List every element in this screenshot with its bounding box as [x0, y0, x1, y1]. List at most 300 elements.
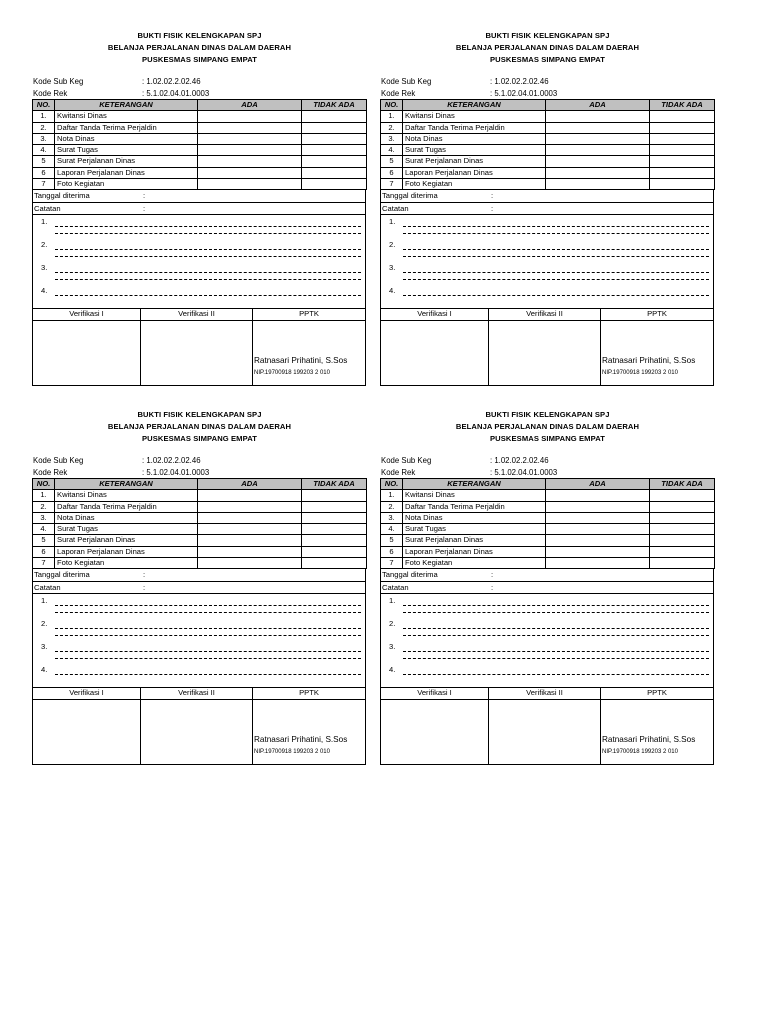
- row-desc: Daftar Tanda Terima Perjaldin: [55, 501, 198, 512]
- checklist-table: [380, 99, 715, 190]
- spj-form: [32, 409, 367, 765]
- header-subtitle: BELANJA PERJALANAN DINAS DALAM DAERAH: [107, 43, 292, 52]
- pptk-label: PPTK: [601, 688, 713, 700]
- tidak-ada-cell[interactable]: [302, 546, 367, 557]
- note-number: 2.: [389, 240, 396, 250]
- ada-cell[interactable]: [546, 179, 650, 190]
- dotted-line: [403, 658, 709, 659]
- table-row: [33, 512, 367, 523]
- table-row: [381, 111, 715, 122]
- header-org: PUSKESMAS SIMPANG EMPAT: [142, 434, 257, 443]
- table-row: [33, 145, 367, 156]
- field-colon: :: [491, 191, 494, 201]
- checklist-table: [380, 478, 715, 569]
- form-header: [32, 409, 367, 445]
- code-value: : 5.1.02.04.01.0003: [490, 467, 558, 477]
- row-no: 4.: [381, 145, 403, 156]
- row-desc: Surat Tugas: [403, 524, 546, 535]
- table-row: [381, 145, 715, 156]
- ada-cell[interactable]: [198, 490, 302, 501]
- col-no: NO.: [33, 479, 55, 490]
- note-number: 2.: [41, 240, 48, 250]
- row-desc: Surat Perjalanan Dinas: [55, 535, 198, 546]
- header-title: BUKTI FISIK KELENGKAPAN SPJ: [137, 31, 262, 40]
- row-no: 7: [33, 558, 55, 569]
- row-no: 7: [33, 179, 55, 190]
- row-no: 4.: [33, 524, 55, 535]
- signer-nip: NIP.19700918 199203 2 010: [254, 749, 330, 756]
- tidak-ada-cell[interactable]: [302, 156, 367, 167]
- tanggal-diterima-field[interactable]: [381, 569, 713, 582]
- note-number: 1.: [389, 596, 396, 606]
- ada-cell[interactable]: [198, 145, 302, 156]
- dotted-line: [55, 295, 361, 296]
- table-row: [33, 558, 367, 569]
- table-row: [381, 490, 715, 501]
- col-ada: ADA: [198, 100, 302, 111]
- row-desc: Surat Tugas: [403, 145, 546, 156]
- ada-cell[interactable]: [546, 133, 650, 144]
- dotted-line: [403, 635, 709, 636]
- code-label: Kode Rek: [33, 467, 68, 477]
- field-label: Catatan: [34, 203, 61, 213]
- table-row: [381, 501, 715, 512]
- table-row: [381, 156, 715, 167]
- dotted-line: [55, 674, 361, 675]
- code-label: Kode Sub Keg: [381, 456, 432, 465]
- header-subtitle: BELANJA PERJALANAN DINAS DALAM DAERAH: [107, 422, 292, 431]
- form-body: [32, 569, 366, 765]
- table-row: [381, 133, 715, 144]
- row-desc: Surat Perjalanan Dinas: [403, 156, 546, 167]
- notes-area[interactable]: [33, 594, 365, 688]
- catatan-field[interactable]: [33, 203, 365, 216]
- row-no: 2.: [33, 122, 55, 133]
- verifikasi-2-box[interactable]: [141, 309, 253, 385]
- row-desc: Nota Dinas: [403, 512, 546, 523]
- row-no: 5: [381, 156, 403, 167]
- verifikasi-1-label: Verifikasi I: [381, 688, 488, 700]
- spj-form: [32, 30, 367, 386]
- tidak-ada-cell[interactable]: [302, 524, 367, 535]
- ada-cell[interactable]: [546, 156, 650, 167]
- row-no: 6: [381, 546, 403, 557]
- row-desc: Foto Kegiatan: [403, 558, 546, 569]
- ada-cell[interactable]: [198, 558, 302, 569]
- row-no: 3.: [33, 512, 55, 523]
- tidak-ada-cell[interactable]: [650, 546, 715, 557]
- signer-nip: NIP.19700918 199203 2 010: [602, 370, 678, 377]
- field-colon: :: [491, 203, 494, 213]
- table-row: [33, 501, 367, 512]
- ada-cell[interactable]: [198, 179, 302, 190]
- dotted-line: [403, 605, 709, 606]
- form-header: [380, 30, 715, 66]
- field-colon: :: [143, 203, 146, 213]
- dotted-line: [55, 635, 361, 636]
- tidak-ada-cell[interactable]: [302, 122, 367, 133]
- verifikasi-2-label: Verifikasi II: [141, 309, 252, 321]
- col-no: NO.: [33, 100, 55, 111]
- code-value: : 1.02.02.2.02.46: [142, 77, 201, 86]
- field-label: Catatan: [34, 582, 61, 592]
- row-no: 1.: [33, 490, 55, 501]
- ada-cell[interactable]: [546, 512, 650, 523]
- field-colon: :: [143, 570, 146, 580]
- ada-cell[interactable]: [198, 501, 302, 512]
- row-desc: Surat Perjalanan Dinas: [403, 535, 546, 546]
- table-row: [33, 179, 367, 190]
- verifikasi-2-box[interactable]: [141, 688, 253, 764]
- row-no: 3.: [381, 133, 403, 144]
- table-row: [381, 546, 715, 557]
- dotted-line: [55, 628, 361, 629]
- row-desc: Foto Kegiatan: [55, 558, 198, 569]
- row-desc: Foto Kegiatan: [55, 179, 198, 190]
- row-no: 1.: [33, 111, 55, 122]
- tidak-ada-cell[interactable]: [650, 156, 715, 167]
- col-tidak-ada: TIDAK ADA: [650, 100, 715, 111]
- row-no: 3.: [381, 512, 403, 523]
- table-row: [33, 111, 367, 122]
- tidak-ada-cell[interactable]: [650, 558, 715, 569]
- field-label: Tanggal diterima: [34, 570, 90, 580]
- row-desc: Daftar Tanda Terima Perjaldin: [403, 501, 546, 512]
- row-no: 3.: [33, 133, 55, 144]
- signature-block: [33, 309, 365, 385]
- row-no: 1.: [381, 111, 403, 122]
- row-no: 5: [381, 535, 403, 546]
- ada-cell[interactable]: [546, 524, 650, 535]
- notes-area[interactable]: [381, 594, 713, 688]
- col-no: NO.: [381, 479, 403, 490]
- table-header: [381, 479, 715, 490]
- pptk-label: PPTK: [601, 309, 713, 321]
- pptk-box[interactable]: [253, 309, 365, 385]
- verifikasi-1-label: Verifikasi I: [33, 309, 140, 321]
- row-no: 5: [33, 156, 55, 167]
- table-header: [381, 100, 715, 111]
- field-label: Tanggal diterima: [382, 191, 438, 201]
- row-no: 5: [33, 535, 55, 546]
- table-row: [33, 156, 367, 167]
- note-number: 3.: [41, 642, 48, 652]
- ada-cell[interactable]: [198, 167, 302, 178]
- field-label: Catatan: [382, 203, 409, 213]
- verifikasi-1-box[interactable]: [381, 688, 489, 764]
- verifikasi-1-label: Verifikasi I: [33, 688, 140, 700]
- row-no: 4.: [33, 145, 55, 156]
- row-no: 2.: [381, 122, 403, 133]
- signature-block: [381, 688, 713, 764]
- table-row: [33, 524, 367, 535]
- tidak-ada-cell[interactable]: [650, 535, 715, 546]
- pptk-box[interactable]: [253, 688, 365, 764]
- tidak-ada-cell[interactable]: [650, 179, 715, 190]
- signer-name: Ratnasari Prihatini, S.Sos: [254, 356, 348, 366]
- row-desc: Laporan Perjalanan Dinas: [55, 167, 198, 178]
- table-row: [33, 490, 367, 501]
- dotted-line: [403, 279, 709, 280]
- ada-cell[interactable]: [546, 546, 650, 557]
- dotted-line: [55, 279, 361, 280]
- tidak-ada-cell[interactable]: [302, 145, 367, 156]
- catatan-field[interactable]: [381, 203, 713, 216]
- dotted-line: [55, 605, 361, 606]
- note-number: 3.: [389, 263, 396, 273]
- code-block: [32, 455, 367, 478]
- header-title: BUKTI FISIK KELENGKAPAN SPJ: [485, 31, 610, 40]
- field-colon: :: [491, 570, 494, 580]
- verifikasi-1-label: Verifikasi I: [381, 309, 488, 321]
- ada-cell[interactable]: [198, 546, 302, 557]
- ada-cell[interactable]: [198, 122, 302, 133]
- verifikasi-2-box[interactable]: [489, 309, 601, 385]
- header-subtitle: BELANJA PERJALANAN DINAS DALAM DAERAH: [455, 422, 640, 431]
- form-body: [32, 190, 366, 386]
- catatan-field[interactable]: [33, 582, 365, 595]
- table-row: [381, 535, 715, 546]
- form-header: [32, 30, 367, 66]
- verifikasi-1-box[interactable]: [33, 309, 141, 385]
- verifikasi-2-label: Verifikasi II: [489, 688, 600, 700]
- form-body: [380, 569, 714, 765]
- tidak-ada-cell[interactable]: [302, 535, 367, 546]
- dotted-line: [55, 249, 361, 250]
- tidak-ada-cell[interactable]: [650, 133, 715, 144]
- table-row: [33, 546, 367, 557]
- table-row: [381, 512, 715, 523]
- field-colon: :: [491, 582, 494, 592]
- row-no: 2.: [381, 501, 403, 512]
- field-colon: :: [143, 191, 146, 201]
- ada-cell[interactable]: [198, 111, 302, 122]
- tidak-ada-cell[interactable]: [650, 145, 715, 156]
- row-desc: Laporan Perjalanan Dinas: [55, 546, 198, 557]
- ada-cell[interactable]: [198, 535, 302, 546]
- code-block: [380, 455, 715, 478]
- table-header: [33, 100, 367, 111]
- dotted-line: [55, 256, 361, 257]
- tidak-ada-cell[interactable]: [302, 501, 367, 512]
- table-row: [33, 535, 367, 546]
- signer-name: Ratnasari Prihatini, S.Sos: [254, 735, 348, 745]
- ada-cell[interactable]: [546, 501, 650, 512]
- col-ada: ADA: [546, 100, 650, 111]
- verifikasi-2-label: Verifikasi II: [489, 309, 600, 321]
- ada-cell[interactable]: [546, 535, 650, 546]
- tidak-ada-cell[interactable]: [302, 558, 367, 569]
- form-body: [380, 190, 714, 386]
- ada-cell[interactable]: [546, 558, 650, 569]
- row-desc: Laporan Perjalanan Dinas: [403, 167, 546, 178]
- note-number: 1.: [41, 596, 48, 606]
- row-no: 6: [33, 546, 55, 557]
- ada-cell[interactable]: [198, 156, 302, 167]
- row-desc: Surat Tugas: [55, 524, 198, 535]
- code-block: [32, 76, 367, 99]
- ada-cell[interactable]: [546, 122, 650, 133]
- header-org: PUSKESMAS SIMPANG EMPAT: [142, 55, 257, 64]
- note-number: 3.: [389, 642, 396, 652]
- tidak-ada-cell[interactable]: [302, 167, 367, 178]
- checklist-table: [32, 99, 367, 190]
- code-label: Kode Sub Keg: [33, 77, 84, 86]
- row-desc: Kwitansi Dinas: [403, 111, 546, 122]
- tanggal-diterima-field[interactable]: [33, 569, 365, 582]
- pptk-box[interactable]: [601, 309, 713, 385]
- field-colon: :: [143, 582, 146, 592]
- dotted-line: [403, 651, 709, 652]
- dotted-line: [55, 272, 361, 273]
- tidak-ada-cell[interactable]: [650, 122, 715, 133]
- code-label: Kode Rek: [33, 88, 68, 98]
- verifikasi-1-box[interactable]: [33, 688, 141, 764]
- note-number: 2.: [41, 619, 48, 629]
- field-label: Catatan: [382, 582, 409, 592]
- ada-cell[interactable]: [546, 111, 650, 122]
- header-subtitle: BELANJA PERJALANAN DINAS DALAM DAERAH: [455, 43, 640, 52]
- tidak-ada-cell[interactable]: [302, 133, 367, 144]
- tidak-ada-cell[interactable]: [302, 490, 367, 501]
- form-header: [380, 409, 715, 445]
- dotted-line: [403, 233, 709, 234]
- note-number: 4.: [41, 286, 48, 296]
- col-tidak-ada: TIDAK ADA: [302, 479, 367, 490]
- dotted-line: [55, 233, 361, 234]
- verifikasi-1-box[interactable]: [381, 309, 489, 385]
- col-keterangan: KETERANGAN: [55, 100, 198, 111]
- table-header: [33, 479, 367, 490]
- table-row: [33, 167, 367, 178]
- dotted-line: [403, 295, 709, 296]
- col-keterangan: KETERANGAN: [403, 479, 546, 490]
- dotted-line: [55, 658, 361, 659]
- col-ada: ADA: [198, 479, 302, 490]
- col-tidak-ada: TIDAK ADA: [302, 100, 367, 111]
- row-desc: Daftar Tanda Terima Perjaldin: [403, 122, 546, 133]
- col-keterangan: KETERANGAN: [403, 100, 546, 111]
- notes-area[interactable]: [381, 215, 713, 309]
- header-title: BUKTI FISIK KELENGKAPAN SPJ: [137, 410, 262, 419]
- row-no: 6: [33, 167, 55, 178]
- signer-name: Ratnasari Prihatini, S.Sos: [602, 735, 696, 745]
- code-value: : 1.02.02.2.02.46: [490, 456, 549, 465]
- table-row: [381, 558, 715, 569]
- tidak-ada-cell[interactable]: [302, 111, 367, 122]
- row-desc: Surat Tugas: [55, 145, 198, 156]
- catatan-field[interactable]: [381, 582, 713, 595]
- col-ada: ADA: [546, 479, 650, 490]
- dotted-line: [55, 651, 361, 652]
- signature-block: [381, 309, 713, 385]
- code-value: : 5.1.02.04.01.0003: [142, 88, 210, 98]
- col-tidak-ada: TIDAK ADA: [650, 479, 715, 490]
- row-no: 6: [381, 167, 403, 178]
- dotted-line: [403, 612, 709, 613]
- row-desc: Nota Dinas: [55, 133, 198, 144]
- code-label: Kode Rek: [381, 88, 416, 98]
- verifikasi-2-label: Verifikasi II: [141, 688, 252, 700]
- dotted-line: [403, 226, 709, 227]
- ada-cell[interactable]: [546, 145, 650, 156]
- header-org: PUSKESMAS SIMPANG EMPAT: [490, 55, 605, 64]
- ada-cell[interactable]: [546, 490, 650, 501]
- notes-area[interactable]: [33, 215, 365, 309]
- pptk-label: PPTK: [253, 309, 365, 321]
- ada-cell[interactable]: [198, 512, 302, 523]
- note-number: 1.: [389, 217, 396, 227]
- note-number: 2.: [389, 619, 396, 629]
- code-value: : 1.02.02.2.02.46: [490, 77, 549, 86]
- tidak-ada-cell[interactable]: [650, 512, 715, 523]
- tidak-ada-cell[interactable]: [650, 490, 715, 501]
- table-row: [381, 167, 715, 178]
- row-desc: Kwitansi Dinas: [55, 490, 198, 501]
- dotted-line: [403, 256, 709, 257]
- tidak-ada-cell[interactable]: [302, 512, 367, 523]
- dotted-line: [55, 226, 361, 227]
- note-number: 1.: [41, 217, 48, 227]
- dotted-line: [403, 249, 709, 250]
- row-desc: Nota Dinas: [55, 512, 198, 523]
- tidak-ada-cell[interactable]: [302, 179, 367, 190]
- pptk-box[interactable]: [601, 688, 713, 764]
- tidak-ada-cell[interactable]: [650, 111, 715, 122]
- code-label: Kode Rek: [381, 467, 416, 477]
- tidak-ada-cell[interactable]: [650, 524, 715, 535]
- verifikasi-2-box[interactable]: [489, 688, 601, 764]
- signer-nip: NIP.19700918 199203 2 010: [254, 370, 330, 377]
- code-value: : 5.1.02.04.01.0003: [142, 467, 210, 477]
- table-row: [381, 122, 715, 133]
- row-desc: Kwitansi Dinas: [403, 490, 546, 501]
- tanggal-diterima-field[interactable]: [33, 190, 365, 203]
- pptk-label: PPTK: [253, 688, 365, 700]
- note-number: 4.: [389, 665, 396, 675]
- col-no: NO.: [381, 100, 403, 111]
- tanggal-diterima-field[interactable]: [381, 190, 713, 203]
- tidak-ada-cell[interactable]: [650, 501, 715, 512]
- row-no: 2.: [33, 501, 55, 512]
- dotted-line: [403, 674, 709, 675]
- ada-cell[interactable]: [198, 524, 302, 535]
- table-row: [381, 179, 715, 190]
- signature-block: [33, 688, 365, 764]
- code-label: Kode Sub Keg: [33, 456, 84, 465]
- row-no: 7: [381, 179, 403, 190]
- col-keterangan: KETERANGAN: [55, 479, 198, 490]
- row-no: 1.: [381, 490, 403, 501]
- note-number: 4.: [41, 665, 48, 675]
- row-desc: Surat Perjalanan Dinas: [55, 156, 198, 167]
- field-label: Tanggal diterima: [382, 570, 438, 580]
- row-no: 7: [381, 558, 403, 569]
- tidak-ada-cell[interactable]: [650, 167, 715, 178]
- field-label: Tanggal diterima: [34, 191, 90, 201]
- signer-nip: NIP.19700918 199203 2 010: [602, 749, 678, 756]
- code-value: : 1.02.02.2.02.46: [142, 456, 201, 465]
- table-row: [381, 524, 715, 535]
- ada-cell[interactable]: [546, 167, 650, 178]
- row-desc: Nota Dinas: [403, 133, 546, 144]
- ada-cell[interactable]: [198, 133, 302, 144]
- row-desc: Laporan Perjalanan Dinas: [403, 546, 546, 557]
- signer-name: Ratnasari Prihatini, S.Sos: [602, 356, 696, 366]
- code-block: [380, 76, 715, 99]
- dotted-line: [403, 628, 709, 629]
- code-value: : 5.1.02.04.01.0003: [490, 88, 558, 98]
